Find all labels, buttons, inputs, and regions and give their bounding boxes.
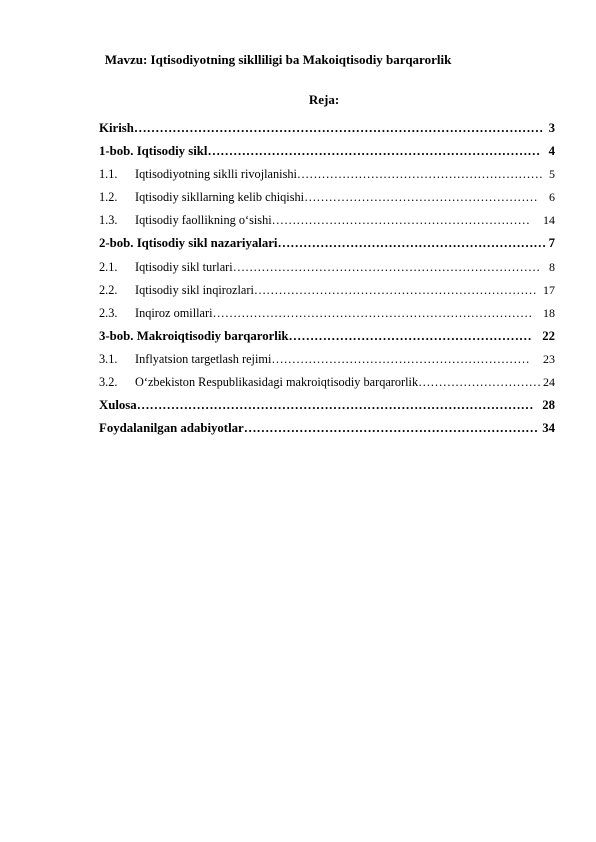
toc-leader-dots: ……………………………………………………………………	[212, 305, 533, 320]
toc-entry	[99, 306, 555, 329]
table-of-contents	[99, 121, 555, 444]
toc-entry	[99, 236, 555, 259]
toc-entry-number: 1.1.	[99, 167, 118, 182]
toc-entry	[99, 283, 555, 306]
toc-entry	[99, 144, 555, 167]
toc-leader-dots: ……………………………………………………………	[253, 282, 537, 297]
toc-leader-dots: ……………………………………………………	[296, 167, 543, 182]
toc-entry	[99, 398, 555, 421]
toc-entry	[99, 260, 555, 283]
toc-entry-page: 3	[548, 121, 555, 135]
toc-leader-dots: …………………………………………………………………………………	[136, 398, 534, 413]
toc-leader-dots: …………………………………………………	[304, 190, 538, 205]
toc-leader-dots: ………………………………………………………	[271, 213, 530, 228]
toc-entry-text: 2-bob. Iqtisodiy sikl nazariyalari	[99, 236, 278, 251]
toc-entry	[99, 121, 555, 144]
toc-entry-number: 2.2.	[99, 282, 118, 297]
toc-entry-page: 28	[542, 398, 555, 413]
toc-entry-number: 2.3.	[99, 305, 118, 320]
toc-entry-text: Iqtisodiyotning siklli rivojlanishi	[135, 167, 297, 182]
toc-entry-text: Xulosa	[99, 398, 137, 413]
toc-leader-dots: ………………………………………………………	[271, 351, 530, 366]
toc-entry-page: 23	[543, 351, 555, 366]
toc-entry-text: Iqtisodiy faollikning o‘sishi	[135, 213, 272, 228]
toc-entry-number: 3.2.	[99, 375, 118, 390]
toc-entry-text: O‘zbekiston Respublikasidagi makroiqtisodiy barqarorlik	[135, 375, 419, 390]
toc-leader-dots: ……………………………………………………………	[243, 421, 539, 436]
toc-entry-page: 24	[543, 375, 555, 390]
document-title: Mavzu: Iqtisodiyotning siklliligi ba Makoiqtisodiy barqarorlik	[104, 52, 452, 67]
toc-entry-number: 1.2.	[99, 190, 118, 205]
plan-heading: Reja:	[308, 92, 340, 107]
toc-entry-text: 3-bob. Makroiqtisodiy barqarorlik	[99, 328, 289, 343]
toc-entry-text: Iqtisodiy sikl inqirozlari	[135, 282, 254, 297]
toc-entry	[99, 190, 555, 213]
toc-leader-dots: …………………………………………………………………	[232, 259, 541, 274]
toc-entry-page: 5	[549, 167, 555, 182]
toc-entry	[99, 352, 555, 375]
toc-entry-text: Inflyatsion targetlash rejimi	[135, 351, 272, 366]
toc-entry-text: Inqiroz omillari	[135, 305, 213, 320]
toc-leader-dots: ……………………………………………………………………	[207, 144, 541, 159]
toc-entry-text: Iqtisodiy sikllarning kelib chiqishi	[135, 190, 305, 205]
toc-entry-page: 34	[542, 421, 555, 436]
toc-entry-page: 6	[549, 190, 555, 205]
toc-entry-text: Kirish	[99, 121, 134, 135]
toc-entry-page: 8	[549, 259, 555, 274]
toc-entry-page: 17	[543, 282, 555, 297]
toc-leader-dots: ………………………………………………………	[277, 236, 547, 251]
toc-entry	[99, 213, 555, 236]
toc-leader-dots: ……………………………………………………………………………………	[133, 121, 544, 135]
toc-entry	[99, 329, 555, 352]
toc-entry-text: Iqtisodiy sikl turlari	[135, 259, 233, 274]
toc-entry-text: 1-bob. Iqtisodiy sikl	[99, 144, 208, 159]
toc-entry-number: 1.3.	[99, 213, 118, 228]
toc-entry-number: 3.1.	[99, 351, 118, 366]
toc-entry	[99, 421, 555, 444]
toc-entry-page: 4	[548, 144, 555, 159]
toc-leader-dots: …………………………………………………	[288, 328, 532, 343]
toc-entry-page: 22	[542, 328, 555, 343]
toc-entry-number: 2.1.	[99, 259, 118, 274]
toc-leader-dots: …………………………	[418, 375, 542, 390]
toc-entry-page: 7	[548, 236, 555, 251]
toc-entry-text: Foydalanilgan adabiyotlar	[99, 421, 244, 436]
toc-entry-page: 14	[543, 213, 555, 228]
toc-entry	[99, 375, 555, 398]
toc-entry	[99, 167, 555, 190]
toc-entry-page: 18	[543, 305, 555, 320]
